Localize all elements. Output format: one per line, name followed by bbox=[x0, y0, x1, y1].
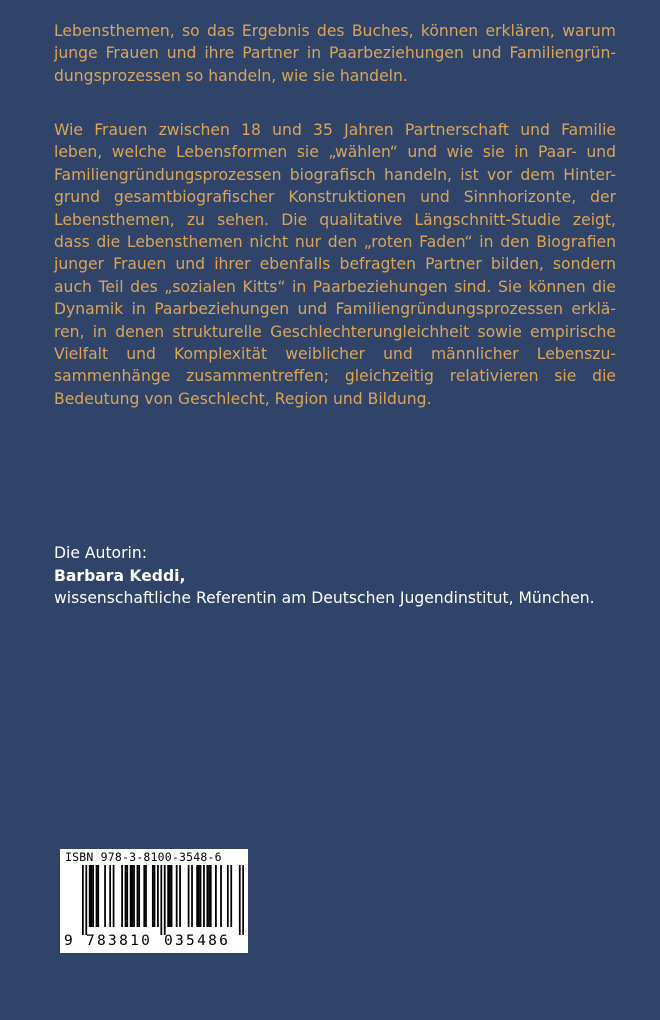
barcode-bar bbox=[152, 865, 154, 927]
barcode-bar bbox=[109, 865, 111, 927]
barcode-bar bbox=[92, 865, 94, 927]
barcode-bar bbox=[176, 865, 178, 927]
isbn-barcode bbox=[60, 849, 248, 953]
barcode-bar bbox=[133, 865, 135, 927]
barcode-bar bbox=[191, 865, 193, 927]
text-line: Lebensthemen, zu sehen. Die qualitative Längschnitt-Studie zeigt, bbox=[54, 210, 616, 229]
barcode-bar bbox=[227, 865, 229, 927]
barcode-bar bbox=[104, 865, 106, 927]
author-heading: Die Autorin: bbox=[54, 544, 147, 562]
barcode-bar bbox=[96, 865, 98, 927]
barcode-bar bbox=[97, 865, 99, 927]
barcode-bar bbox=[198, 865, 200, 927]
barcode-bar bbox=[137, 865, 139, 927]
text-line: leben, welche Lebensformen sie „wählen“ und wie sie in Paar- und bbox=[54, 143, 616, 162]
barcode-bar bbox=[210, 865, 212, 927]
barcode-bar bbox=[157, 865, 159, 927]
barcode-bar bbox=[206, 865, 208, 927]
barcode-guard-bar bbox=[164, 865, 166, 935]
barcode-bar bbox=[130, 865, 132, 927]
barcode-bar bbox=[200, 865, 202, 927]
barcode-bar bbox=[220, 865, 222, 927]
text-line: dass die Lebensthemen nicht nur den „roten Faden“ in den Biografien bbox=[54, 233, 616, 252]
text-line: Familiengründungsprozessen biografisch handeln, ist vor dem Hinter- bbox=[54, 165, 616, 184]
ean-digits-right: 035486 bbox=[164, 933, 231, 949]
isbn-label: ISBN 978-3-8100-3548-6 bbox=[65, 850, 222, 864]
barcode-guard-bar bbox=[242, 865, 244, 935]
author-block bbox=[54, 542, 624, 610]
barcode-bar bbox=[203, 865, 205, 927]
summary-paragraph-1 bbox=[54, 20, 616, 87]
ean-digits-left: 783810 bbox=[86, 933, 153, 949]
barcode-bar bbox=[145, 865, 147, 927]
author-description: wissenschaftliche Referentin am Deutschen Jugendinstitut, München. bbox=[54, 589, 595, 607]
barcode-bar bbox=[126, 865, 128, 927]
barcode-bar bbox=[131, 865, 133, 927]
text-line: grund gesamtbiografischer Konstruktionen und Sinnhorizonte, der bbox=[54, 188, 616, 207]
text-line: Dynamik in Paarbeziehungen und Familiengründungsprozessen erklä- bbox=[54, 300, 616, 319]
barcode-guard-bar bbox=[239, 865, 241, 935]
barcode-bar bbox=[125, 865, 127, 927]
barcode-bar bbox=[143, 865, 145, 927]
barcode-bar bbox=[196, 865, 198, 927]
barcode-bar bbox=[167, 865, 169, 927]
barcode-bar bbox=[91, 865, 93, 927]
barcode-bar bbox=[121, 865, 123, 927]
text-line: ren, in denen strukturelle Geschlechterungleichheit sowie empirische bbox=[54, 322, 616, 341]
barcode-guard-bar bbox=[160, 865, 162, 935]
barcode-bar bbox=[179, 865, 181, 927]
text-line: Bedeutung von Geschlecht, Region und Bildung. bbox=[54, 389, 432, 408]
barcode-bar bbox=[138, 865, 140, 927]
text-line: dungsprozessen so handeln, wie sie handeln. bbox=[54, 66, 408, 85]
barcode-bar bbox=[188, 865, 190, 927]
ean-digit-lead: 9 bbox=[64, 933, 73, 949]
barcode-bar bbox=[89, 865, 91, 927]
barcode-bar bbox=[215, 865, 217, 927]
barcode-bar bbox=[113, 865, 115, 927]
text-line: Lebensthemen, so das Ergebnis des Buches, können erklären, warum bbox=[54, 22, 616, 40]
barcode-bar bbox=[154, 865, 156, 927]
text-line: sammenhänge zusammentreffen; gleichzeitig relativieren sie die bbox=[54, 367, 616, 386]
text-line: junge Frauen und ihre Partner in Paarbeziehungen und Familiengrün- bbox=[54, 44, 616, 63]
text-line: junger Frauen und ihrer ebenfalls befragten Partner bilden, sondern bbox=[54, 255, 616, 274]
barcode-guard-bar bbox=[85, 865, 87, 935]
barcode-bar bbox=[230, 865, 232, 927]
text-line: Vielfalt und Komplexität weiblicher und männlicher Lebenszu- bbox=[54, 345, 616, 364]
author-name: Barbara Keddi, bbox=[54, 566, 186, 585]
barcode-bar bbox=[208, 865, 210, 927]
barcode-bar bbox=[169, 865, 171, 927]
barcode-bars bbox=[68, 865, 244, 935]
barcode-bar bbox=[171, 865, 173, 927]
text-line: auch Teil des „sozialen Kitts“ in Paarbeziehungen sind. Sie können die bbox=[54, 277, 616, 296]
text-line: Wie Frauen zwischen 18 und 35 Jahren Partnerschaft und Familie bbox=[54, 121, 616, 139]
barcode-guard-bar bbox=[82, 865, 84, 935]
summary-paragraph-2 bbox=[54, 119, 616, 410]
